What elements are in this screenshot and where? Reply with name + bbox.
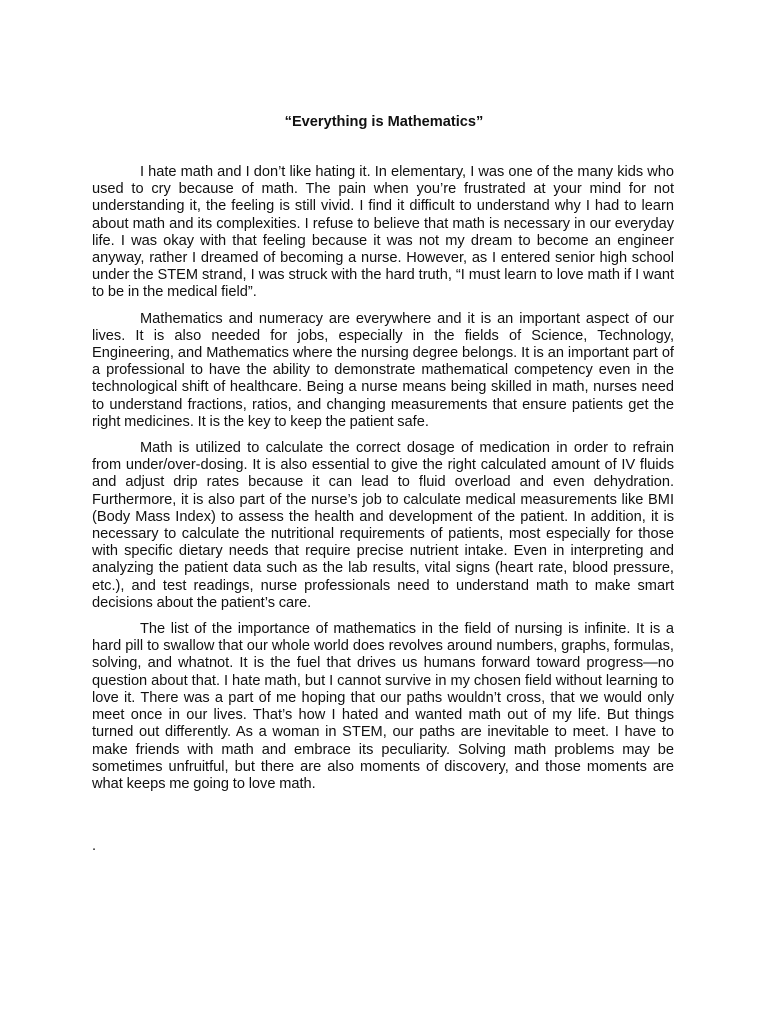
- paragraph-4: The list of the importance of mathematics in the field of nursing is infinite. It is a hard pill to swallow that our whole world does revolves around numbers, graphs, formulas, solving, and whatnot. It is the fuel that drives us humans forward toward progress—no question about that. I hate math, but I cannot survive in my chosen field without learning to love it. There was a part of me hoping that our paths wouldn’t cross, that we would only meet once in our lives. That’s how I hated and wanted math out of my life. But things turned out differently. As a woman in STEM, our paths are inevitable to meet. I have to make friends with math and embrace its peculiarity. Solving math problems may be sometimes unfruitful, but there are also moments of discovery, and those moments are what keeps me going to love math.: [92, 621, 674, 792]
- paragraph-2: Mathematics and numeracy are everywhere and it is an important aspect of our lives. It is also needed for jobs, especially in the fields of Science, Technology, Engineering, and Mathematics where the nursing degree belongs. It is an important part of a professional to have the ability to demonstrate mathematical competency even in the technological shift of healthcare. Being a nurse means being skilled in math, nurses need to understand fractions, ratios, and changing measurements that ensure patients get the right medicines. It is the key to keep the patient safe.: [92, 310, 674, 430]
- paragraph-1: I hate math and I don’t like hating it. In elementary, I was one of the many kids who used to cry because of math. The pain when you’re frustrated at your mind for not understanding it, the feeling is still vivid. I find it difficult to understand why I had to learn about math and its complexities. I refuse to believe that math is necessary in our everyday life. I was okay with that feeling because it was not my dream to become an engineer anyway, rather I dreamed of becoming a nurse. However, as I entered senior high school under the STEM strand, I was struck with the hard truth, “I must learn to love math if I want to be in the medical field”.: [92, 164, 674, 301]
- document-body: [92, 164, 674, 802]
- document-title: “Everything is Mathematics”: [284, 114, 484, 130]
- trailing-period: .: [92, 838, 97, 854]
- paragraph-3: Math is utilized to calculate the correct dosage of medication in order to refrain from under/over-dosing. It is also essential to give the right calculated amount of IV fluids and adjust drip rates because it can lead to fluid overload and even dehydration. Furthermore, it is also part of the nurse’s job to calculate medical measurements like BMI (Body Mass Index) to assess the health and development of the patient. In addition, it is necessary to calculate the nutritional requirements of patients, most especially for those with specific dietary needs that require precise nutrient intake. Even in interpreting and analyzing the patient data such as the lab results, vital signs (heart rate, blood pressure, etc.), and test readings, nurse professionals need to understand math to make smart decisions about the patient’s care.: [92, 440, 674, 611]
